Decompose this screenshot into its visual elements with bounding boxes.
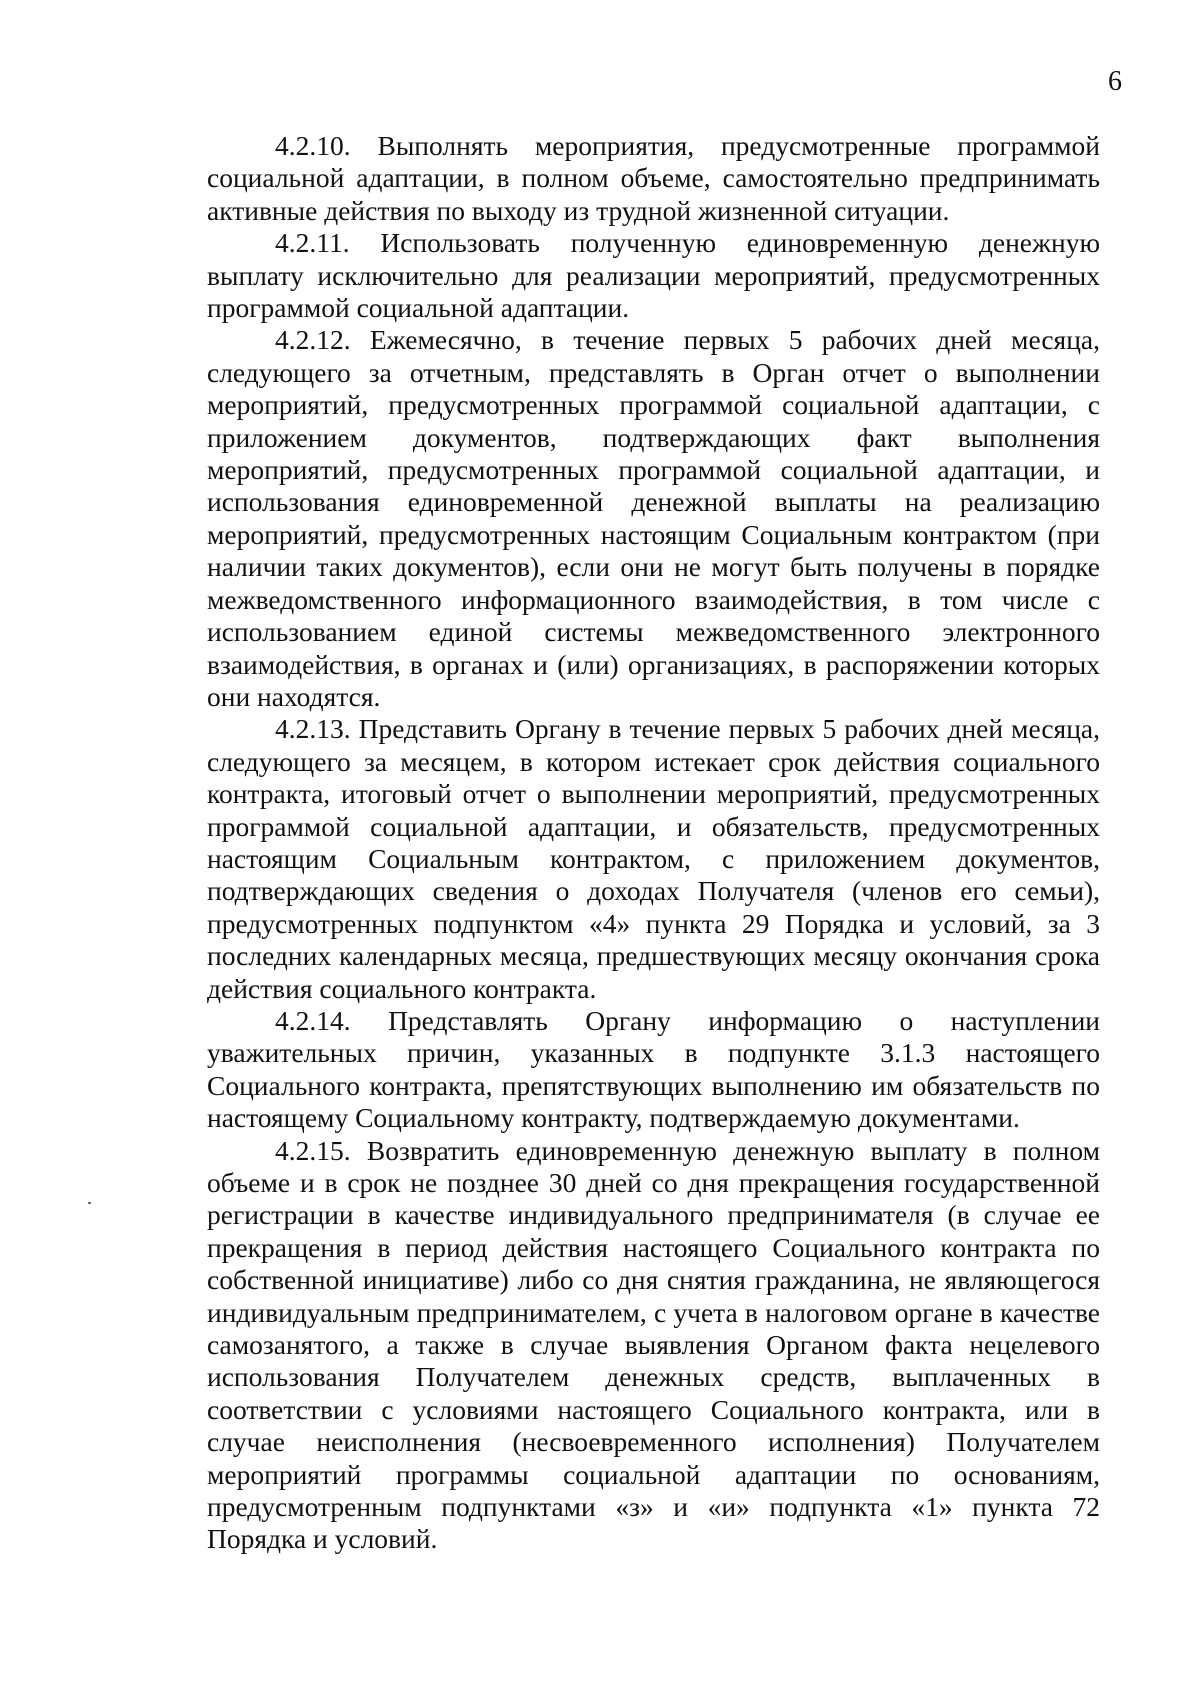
clause-4-2-14: 4.2.14. Представлять Органу информацию о наступлении уважительных причин, указанных в подпункте 3.1.3 настоящего Социального контракта, препятствующих выполнению им обязательств по настоящему Социальному контракту, подтверждаемую документами. (207, 1004, 1100, 1134)
page-number: 6 (1108, 66, 1122, 97)
scan-speck (88, 1202, 91, 1204)
clause-4-2-11: 4.2.11. Использовать полученную единовременную денежную выплату исключительно для реализации мероприятий, предусмотренных программой социальной адаптации. (207, 227, 1100, 324)
clause-4-2-13: 4.2.13. Представить Органу в течение первых 5 рабочих дней месяца, следующего за месяцем, в котором истекает срок действия социального контракта, итоговый отчет о выполнении мероприятий, предусмотренных программой социальной адаптации, и обязательств, предусмотренных настоящим Социальным контрактом, с приложением документов, подтверждающих сведения о доходах Получателя (членов его семьи), предусмотренных подпунктом «4» пункта 29 Порядка и условий, за 3 последних календарных месяца, предшествующих месяцу окончания срока действия социального контракта. (207, 713, 1100, 1004)
clause-4-2-15: 4.2.15. Возвратить единовременную денежную выплату в полном объеме и в срок не позднее 30 дней со дня прекращения государственной регистрации в качестве индивидуального предпринимателя (в случае ее прекращения в период действия настоящего Социального контракта по собственной инициативе) либо со дня снятия гражданина, не являющегося индивидуальным предпринимателем, с учета в налоговом органе в качестве самозанятого, а также в случае выявления Органом факта нецелевого использования Получателем денежных средств, выплаченных в соответствии с условиями настоящего Социального контракта, или в случае неисполнения (несвоевременного исполнения) Получателем мероприятий программы социальной адаптации по основаниям, предусмотренным подпунктами «з» и «и» подпункта «1» пункта 72 Порядка и условий. (207, 1134, 1100, 1555)
clause-4-2-10: 4.2.10. Выполнять мероприятия, предусмотренные программой социальной адаптации, в полном объеме, самостоятельно предпринимать активные действия по выходу из трудной жизненной ситуации. (207, 130, 1100, 226)
clause-4-2-12: 4.2.12. Ежемесячно, в течение первых 5 рабочих дней месяца, следующего за отчетным, представлять в Орган отчет о выполнении мероприятий, предусмотренных программой социальной адаптации, с приложением документов, подтверждающих факт выполнения мероприятий, предусмотренных программой социальной адаптации, и использования единовременной денежной выплаты на реализацию мероприятий, предусмотренных настоящим Социальным контрактом (при наличии таких документов), если они не могут быть получены в порядке межведомственного информационного взаимодействия, в том числе с использованием единой системы межведомственного электронного взаимодействия, в органах и (или) организациях, в распоряжении которых они находятся. (207, 324, 1100, 712)
document-body (207, 130, 1100, 1556)
